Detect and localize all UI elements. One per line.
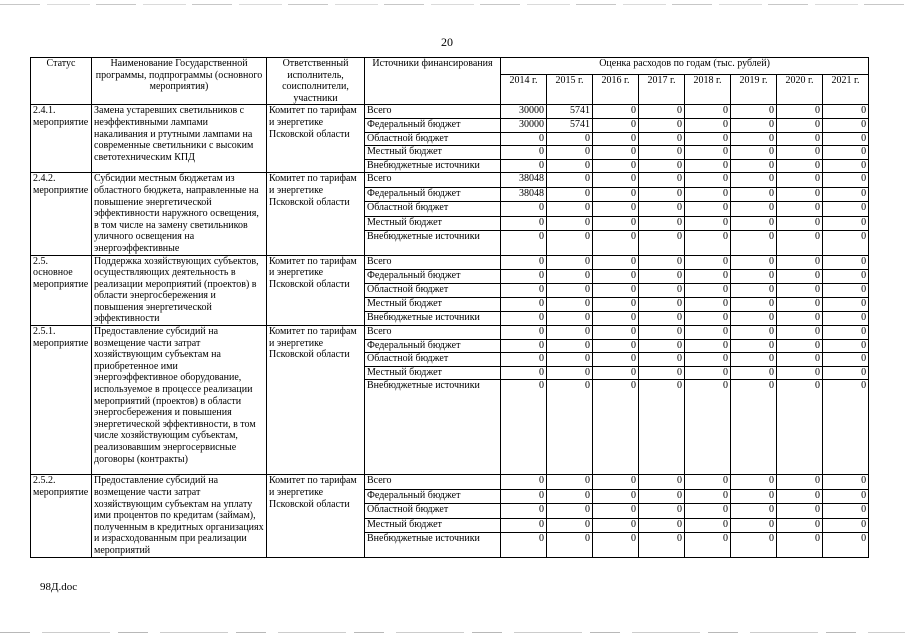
amount-cell: 0 xyxy=(731,489,777,503)
amount-cell: 0 xyxy=(823,297,869,311)
amount-cell: 0 xyxy=(547,533,593,557)
amount-cell: 0 xyxy=(685,518,731,532)
funding-source-cell: Всего xyxy=(365,326,501,340)
amount-cell: 0 xyxy=(823,366,869,380)
amount-cell: 0 xyxy=(501,159,547,173)
amount-cell: 0 xyxy=(823,202,869,216)
amount-cell: 0 xyxy=(639,339,685,353)
amount-cell: 0 xyxy=(547,475,593,489)
amount-cell: 0 xyxy=(777,118,823,132)
funding-source-cell: Внебюджетные источники xyxy=(365,159,501,173)
amount-cell: 0 xyxy=(593,504,639,518)
amount-cell: 0 xyxy=(501,231,547,255)
amount-cell: 0 xyxy=(547,231,593,255)
scan-edge-top xyxy=(0,4,905,5)
funding-source-cell: Внебюджетные источники xyxy=(365,231,501,255)
status-cell: 2.4.2. мероприятие xyxy=(31,173,92,255)
funding-source-cell: Областной бюджет xyxy=(365,132,501,146)
amount-cell: 0 xyxy=(777,255,823,269)
funding-source-cell: Федеральный бюджет xyxy=(365,489,501,503)
amount-cell: 0 xyxy=(823,159,869,173)
amount-cell: 0 xyxy=(547,339,593,353)
amount-cell: 0 xyxy=(547,216,593,230)
amount-cell: 0 xyxy=(685,504,731,518)
amount-cell: 0 xyxy=(731,339,777,353)
amount-cell: 0 xyxy=(639,216,685,230)
table-body xyxy=(31,105,869,557)
amount-cell: 0 xyxy=(501,353,547,367)
amount-cell: 0 xyxy=(685,187,731,201)
amount-cell: 0 xyxy=(593,475,639,489)
amount-cell: 0 xyxy=(731,283,777,297)
amount-cell: 0 xyxy=(731,326,777,340)
amount-cell: 0 xyxy=(501,504,547,518)
header-year: 2014 г. xyxy=(501,74,547,105)
amount-cell: 0 xyxy=(823,504,869,518)
funding-source-cell: Федеральный бюджет xyxy=(365,269,501,283)
funding-source-cell: Областной бюджет xyxy=(365,283,501,297)
amount-cell: 0 xyxy=(685,380,731,475)
amount-cell: 0 xyxy=(823,339,869,353)
amount-cell: 0 xyxy=(777,311,823,325)
amount-cell: 0 xyxy=(501,366,547,380)
amount-cell: 0 xyxy=(685,533,731,557)
funding-source-cell: Федеральный бюджет xyxy=(365,118,501,132)
amount-cell: 0 xyxy=(685,489,731,503)
amount-cell: 0 xyxy=(547,159,593,173)
amount-cell: 0 xyxy=(777,159,823,173)
amount-cell: 0 xyxy=(639,353,685,367)
amount-cell: 0 xyxy=(639,283,685,297)
responsible-cell: Комитет по тарифам и энергетике Псковской области xyxy=(267,105,365,173)
table-row xyxy=(31,173,869,187)
amount-cell: 30000 xyxy=(501,105,547,119)
amount-cell: 0 xyxy=(777,518,823,532)
amount-cell: 0 xyxy=(823,118,869,132)
amount-cell: 0 xyxy=(823,475,869,489)
amount-cell: 0 xyxy=(593,297,639,311)
amount-cell: 0 xyxy=(777,339,823,353)
amount-cell: 0 xyxy=(731,187,777,201)
amount-cell: 0 xyxy=(777,504,823,518)
amount-cell: 0 xyxy=(731,297,777,311)
funding-source-cell: Внебюджетные источники xyxy=(365,380,501,475)
status-cell: 2.5.1. мероприятие xyxy=(31,326,92,475)
amount-cell: 0 xyxy=(823,489,869,503)
amount-cell: 0 xyxy=(823,132,869,146)
amount-cell: 0 xyxy=(547,283,593,297)
amount-cell: 0 xyxy=(593,489,639,503)
amount-cell: 0 xyxy=(685,146,731,160)
amount-cell: 0 xyxy=(777,105,823,119)
funding-source-cell: Местный бюджет xyxy=(365,146,501,160)
program-name-cell: Поддержка хозяйствующих субъектов, осуществляющих деятельность в реализации мероприятий (проектов) в области энергосбережения и повышения энергетической эффективности xyxy=(92,255,267,326)
amount-cell: 0 xyxy=(823,255,869,269)
amount-cell: 0 xyxy=(823,187,869,201)
scan-edge-bottom xyxy=(0,632,905,633)
amount-cell: 0 xyxy=(501,146,547,160)
amount-cell: 0 xyxy=(777,533,823,557)
amount-cell: 0 xyxy=(823,173,869,187)
amount-cell: 0 xyxy=(685,297,731,311)
amount-cell: 0 xyxy=(547,146,593,160)
amount-cell: 0 xyxy=(823,283,869,297)
amount-cell: 0 xyxy=(731,518,777,532)
amount-cell: 0 xyxy=(731,353,777,367)
amount-cell: 0 xyxy=(593,339,639,353)
header-name: Наименование Государственной программы, подпрограммы (основного мероприятия) xyxy=(92,58,267,105)
amount-cell: 0 xyxy=(593,311,639,325)
amount-cell: 0 xyxy=(731,311,777,325)
amount-cell: 0 xyxy=(685,366,731,380)
funding-source-cell: Местный бюджет xyxy=(365,297,501,311)
amount-cell: 0 xyxy=(731,231,777,255)
amount-cell: 0 xyxy=(501,283,547,297)
amount-cell: 0 xyxy=(685,105,731,119)
header-year: 2015 г. xyxy=(547,74,593,105)
funding-source-cell: Внебюджетные источники xyxy=(365,311,501,325)
header-status: Статус xyxy=(31,58,92,105)
responsible-cell: Комитет по тарифам и энергетике Псковской области xyxy=(267,326,365,475)
amount-cell: 5741 xyxy=(547,105,593,119)
program-name-cell: Замена устаревших светильников с неэффективными лампами накаливания и ртутными лампами на современные светильники с высоким светотехническим КПД xyxy=(92,105,267,173)
amount-cell: 0 xyxy=(593,159,639,173)
amount-cell: 0 xyxy=(501,380,547,475)
amount-cell: 0 xyxy=(777,475,823,489)
amount-cell: 0 xyxy=(639,202,685,216)
amount-cell: 0 xyxy=(777,283,823,297)
amount-cell: 0 xyxy=(777,269,823,283)
amount-cell: 0 xyxy=(639,132,685,146)
amount-cell: 0 xyxy=(731,269,777,283)
amount-cell: 0 xyxy=(777,187,823,201)
amount-cell: 0 xyxy=(639,297,685,311)
amount-cell: 0 xyxy=(685,202,731,216)
amount-cell: 0 xyxy=(593,366,639,380)
amount-cell: 30000 xyxy=(501,118,547,132)
amount-cell: 0 xyxy=(547,269,593,283)
amount-cell: 0 xyxy=(501,132,547,146)
amount-cell: 0 xyxy=(823,216,869,230)
amount-cell: 0 xyxy=(777,146,823,160)
amount-cell: 0 xyxy=(731,366,777,380)
amount-cell: 0 xyxy=(593,187,639,201)
header-year: 2019 г. xyxy=(731,74,777,105)
footer-filename: 98Д.doc xyxy=(40,581,78,593)
amount-cell: 0 xyxy=(593,173,639,187)
funding-source-cell: Областной бюджет xyxy=(365,353,501,367)
amount-cell: 0 xyxy=(731,202,777,216)
amount-cell: 0 xyxy=(501,202,547,216)
header-year: 2021 г. xyxy=(823,74,869,105)
amount-cell: 0 xyxy=(593,118,639,132)
amount-cell: 0 xyxy=(547,366,593,380)
amount-cell: 0 xyxy=(731,533,777,557)
responsible-cell: Комитет по тарифам и энергетике Псковской области xyxy=(267,255,365,326)
amount-cell: 0 xyxy=(731,159,777,173)
amount-cell: 0 xyxy=(593,283,639,297)
amount-cell: 0 xyxy=(639,475,685,489)
amount-cell: 0 xyxy=(639,105,685,119)
amount-cell: 0 xyxy=(777,173,823,187)
amount-cell: 0 xyxy=(593,326,639,340)
amount-cell: 0 xyxy=(639,231,685,255)
header-year: 2018 г. xyxy=(685,74,731,105)
amount-cell: 0 xyxy=(823,269,869,283)
amount-cell: 0 xyxy=(685,326,731,340)
amount-cell: 0 xyxy=(593,353,639,367)
funding-source-cell: Местный бюджет xyxy=(365,216,501,230)
funding-source-cell: Всего xyxy=(365,173,501,187)
amount-cell: 0 xyxy=(685,269,731,283)
amount-cell: 0 xyxy=(823,231,869,255)
amount-cell: 0 xyxy=(547,353,593,367)
amount-cell: 0 xyxy=(501,533,547,557)
funding-source-cell: Всего xyxy=(365,255,501,269)
amount-cell: 38048 xyxy=(501,173,547,187)
amount-cell: 0 xyxy=(777,326,823,340)
amount-cell: 0 xyxy=(501,339,547,353)
amount-cell: 0 xyxy=(593,146,639,160)
amount-cell: 0 xyxy=(823,380,869,475)
table-row xyxy=(31,475,869,489)
amount-cell: 0 xyxy=(593,202,639,216)
amount-cell: 0 xyxy=(547,489,593,503)
amount-cell: 0 xyxy=(501,475,547,489)
amount-cell: 0 xyxy=(501,518,547,532)
amount-cell: 0 xyxy=(639,489,685,503)
amount-cell: 0 xyxy=(547,297,593,311)
amount-cell: 0 xyxy=(823,105,869,119)
amount-cell: 0 xyxy=(685,231,731,255)
amount-cell: 0 xyxy=(685,311,731,325)
amount-cell: 0 xyxy=(731,504,777,518)
funding-source-cell: Федеральный бюджет xyxy=(365,339,501,353)
header-estimate: Оценка расходов по годам (тыс. рублей) xyxy=(501,58,869,75)
amount-cell: 0 xyxy=(501,326,547,340)
amount-cell: 0 xyxy=(593,231,639,255)
amount-cell: 0 xyxy=(639,118,685,132)
status-cell: 2.5.2. мероприятие xyxy=(31,475,92,557)
amount-cell: 0 xyxy=(731,380,777,475)
funding-source-cell: Всего xyxy=(365,105,501,119)
amount-cell: 0 xyxy=(547,518,593,532)
program-name-cell: Субсидии местным бюджетам из областного бюджета, направленные на повышение энергетической эффективности наружного освещения, в том числе на замену светильников уличного освещения на энергоэффективные xyxy=(92,173,267,255)
amount-cell: 0 xyxy=(593,518,639,532)
table-row xyxy=(31,255,869,269)
header-year: 2017 г. xyxy=(639,74,685,105)
amount-cell: 0 xyxy=(639,159,685,173)
amount-cell: 0 xyxy=(685,283,731,297)
amount-cell: 0 xyxy=(777,132,823,146)
amount-cell: 0 xyxy=(501,255,547,269)
amount-cell: 0 xyxy=(547,504,593,518)
header-row xyxy=(31,58,869,75)
amount-cell: 0 xyxy=(547,311,593,325)
amount-cell: 0 xyxy=(593,255,639,269)
amount-cell: 0 xyxy=(639,146,685,160)
program-name-cell: Предоставление субсидий на возмещение части затрат хозяйствующим субъектам на уплату ими процентов по кредитам (займам), полученным в кредитных организациях и израсходованным при реализации мероприятий xyxy=(92,475,267,557)
amount-cell: 0 xyxy=(501,269,547,283)
amount-cell: 0 xyxy=(639,380,685,475)
amount-cell: 0 xyxy=(639,518,685,532)
funding-source-cell: Федеральный бюджет xyxy=(365,187,501,201)
amount-cell: 0 xyxy=(823,311,869,325)
amount-cell: 0 xyxy=(823,518,869,532)
amount-cell: 0 xyxy=(731,146,777,160)
amount-cell: 0 xyxy=(639,173,685,187)
amount-cell: 0 xyxy=(593,269,639,283)
funding-source-cell: Внебюджетные источники xyxy=(365,533,501,557)
amount-cell: 0 xyxy=(593,533,639,557)
program-name-cell: Предоставление субсидий на возмещение части затрат хозяйствующим субъектам на приобретенное ими энергоэффективное оборудование, используемое в процессе реализации мероприятий (проектов) в области энергосбережения и повышения энергетической эффективности, в том числе хозяйствующим субъектам, реализовавшим энергосервисные договоры (контракты) xyxy=(92,326,267,475)
amount-cell: 0 xyxy=(731,105,777,119)
amount-cell: 0 xyxy=(685,255,731,269)
amount-cell: 0 xyxy=(547,255,593,269)
amount-cell: 0 xyxy=(731,173,777,187)
amount-cell: 0 xyxy=(501,489,547,503)
funding-source-cell: Местный бюджет xyxy=(365,518,501,532)
amount-cell: 0 xyxy=(731,255,777,269)
amount-cell: 0 xyxy=(777,366,823,380)
amount-cell: 0 xyxy=(547,187,593,201)
header-sources: Источники финансирования xyxy=(365,58,501,105)
amount-cell: 0 xyxy=(547,202,593,216)
amount-cell: 0 xyxy=(685,353,731,367)
amount-cell: 0 xyxy=(593,105,639,119)
amount-cell: 0 xyxy=(501,311,547,325)
amount-cell: 0 xyxy=(547,326,593,340)
funding-source-cell: Местный бюджет xyxy=(365,366,501,380)
amount-cell: 0 xyxy=(639,326,685,340)
responsible-cell: Комитет по тарифам и энергетике Псковской области xyxy=(267,173,365,255)
amount-cell: 0 xyxy=(685,159,731,173)
amount-cell: 0 xyxy=(731,118,777,132)
amount-cell: 0 xyxy=(823,146,869,160)
amount-cell: 0 xyxy=(501,297,547,311)
amount-cell: 0 xyxy=(685,339,731,353)
amount-cell: 0 xyxy=(685,216,731,230)
amount-cell: 0 xyxy=(639,187,685,201)
amount-cell: 0 xyxy=(639,533,685,557)
amount-cell: 0 xyxy=(639,366,685,380)
amount-cell: 0 xyxy=(593,216,639,230)
header-responsible: Ответственный исполнитель, соисполнители, участники xyxy=(267,58,365,105)
status-cell: 2.5. основное мероприятие xyxy=(31,255,92,326)
amount-cell: 0 xyxy=(547,173,593,187)
amount-cell: 0 xyxy=(547,380,593,475)
amount-cell: 0 xyxy=(731,132,777,146)
table-row xyxy=(31,326,869,340)
header-year: 2016 г. xyxy=(593,74,639,105)
amount-cell: 0 xyxy=(685,173,731,187)
amount-cell: 38048 xyxy=(501,187,547,201)
amount-cell: 0 xyxy=(777,489,823,503)
amount-cell: 0 xyxy=(685,118,731,132)
amount-cell: 0 xyxy=(823,353,869,367)
amount-cell: 0 xyxy=(639,311,685,325)
amount-cell: 0 xyxy=(777,202,823,216)
funding-source-cell: Областной бюджет xyxy=(365,504,501,518)
amount-cell: 0 xyxy=(593,132,639,146)
amount-cell: 0 xyxy=(593,380,639,475)
status-cell: 2.4.1. мероприятие xyxy=(31,105,92,173)
amount-cell: 0 xyxy=(639,269,685,283)
amount-cell: 5741 xyxy=(547,118,593,132)
amount-cell: 0 xyxy=(685,475,731,489)
funding-source-cell: Областной бюджет xyxy=(365,202,501,216)
amount-cell: 0 xyxy=(501,216,547,230)
funding-source-cell: Всего xyxy=(365,475,501,489)
amount-cell: 0 xyxy=(777,297,823,311)
table-row xyxy=(31,105,869,119)
amount-cell: 0 xyxy=(777,231,823,255)
amount-cell: 0 xyxy=(777,353,823,367)
amount-cell: 0 xyxy=(639,504,685,518)
amount-cell: 0 xyxy=(731,216,777,230)
budget-table xyxy=(30,57,869,558)
amount-cell: 0 xyxy=(823,533,869,557)
amount-cell: 0 xyxy=(777,380,823,475)
responsible-cell: Комитет по тарифам и энергетике Псковской области xyxy=(267,475,365,557)
header-year: 2020 г. xyxy=(777,74,823,105)
amount-cell: 0 xyxy=(731,475,777,489)
amount-cell: 0 xyxy=(547,132,593,146)
amount-cell: 0 xyxy=(823,326,869,340)
page-number: 20 xyxy=(441,35,453,49)
amount-cell: 0 xyxy=(685,132,731,146)
amount-cell: 0 xyxy=(639,255,685,269)
amount-cell: 0 xyxy=(777,216,823,230)
